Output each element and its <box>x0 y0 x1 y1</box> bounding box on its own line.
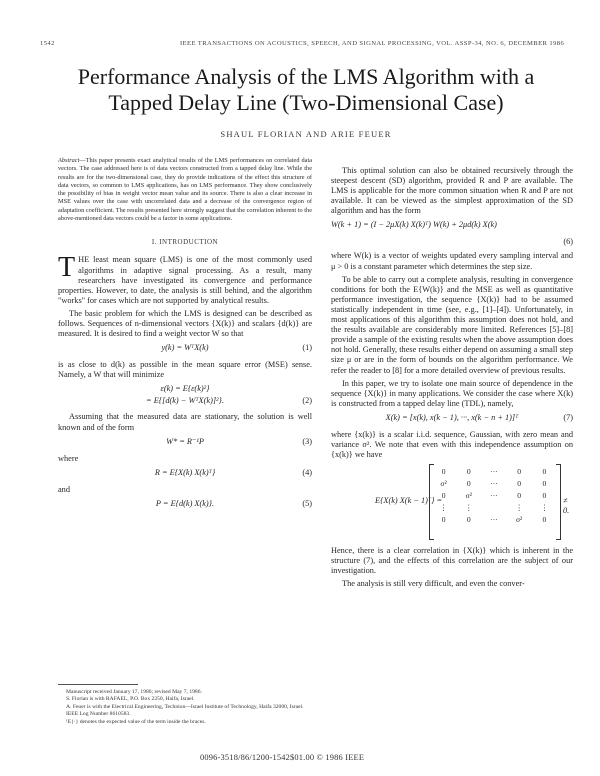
equation-4: R = E{X(k) X(k)ᵀ} (4) <box>154 467 312 477</box>
matrix-cell: 0 <box>542 491 547 501</box>
matrix-cell: 0 <box>517 479 522 489</box>
body-paragraph-4: In this paper, we try to isolate one main source of dependence in the sequence {X(k)} in many applications. We consider the case where X(k) is constructed from a tapped delay line (TDL), namely, <box>331 378 573 408</box>
footnote-rule <box>58 684 138 685</box>
intro-paragraph-2: The basic problem for which the LMS is designed can be described as follows. Sequences of n-dimensional vectors {X(k)} and scalars {d(k)} are measured. It is desired to find a weight vector W so that <box>58 308 312 339</box>
matrix-cell: σ² <box>440 479 447 489</box>
matrix-row <box>431 502 557 514</box>
body-paragraph-5: where {x(k)} is a scalar i.i.d. sequence, Gaussian, with zero mean and variance σ². We note that even with this independence assumption on {x(k)} we have <box>331 429 573 460</box>
abstract-label: Abstract <box>58 157 80 164</box>
where-label: where <box>58 453 79 463</box>
matrix-row <box>431 490 557 502</box>
body-paragraph-2: where W(k) is a vector of weights updated every sampling interval and μ > 0 is a constant parameter which determines the step size. <box>331 251 573 271</box>
matrix-cell: ··· <box>490 467 498 477</box>
equation-7: X(k) = [x(k), x(k − 1), ···, x(k − n + 1)]ᵀ (7) <box>385 412 573 422</box>
equation-5: P = E{d(k) X(k)}. (5) <box>155 498 312 508</box>
matrix-cell: ··· <box>490 479 498 489</box>
intro-paragraph-4: Assuming that the measured data are stationary, the solution is well known and of the form <box>58 412 312 432</box>
equation-2: ε(k) = E{ε(k)²} = E{[d(k) − WᵀX(k)]²}. (2) <box>146 384 312 406</box>
left-column <box>58 157 312 516</box>
matrix-cell: σ² <box>515 515 523 525</box>
authors: SHAUL FLORIAN AND ARIE FEUER <box>220 129 392 139</box>
matrix-cell: ··· <box>490 491 498 501</box>
page-number: 1542 <box>40 40 55 47</box>
footnotes <box>58 684 312 726</box>
journal-name: IEEE TRANSACTIONS ON ACOUSTICS, SPEECH, AND SIGNAL PROCESSING, VOL. ASSP-34, NO. 6, DECEMBER 1986 <box>180 40 565 47</box>
matrix-cell: 0 <box>517 467 522 477</box>
matrix-cell: ··· <box>490 515 498 525</box>
body-paragraph-1: This optimal solution can also be obtained recursively through the steepest descent (SD) algorithm, provided R and P are available. The LMS is applicable for the more common situation when R and P are not available. It can be viewed as the simplest approximation of the SD algorithm and has the form <box>331 166 573 216</box>
footnote-1: Manuscript received January 17, 1986; revised May 7, 1986. <box>66 689 202 695</box>
matrix-cell: ⋮ <box>439 503 448 513</box>
intro-paragraph-1: THE least mean square (LMS) is one of the most commonly used algorithms in adaptive signal processing. As a result, many researchers have investigated its convergence and performance properties. However, to date, the analysis is still behind, and the algorithm "works" for cases which are not supported by analytical results. <box>58 252 312 305</box>
matrix-cell <box>481 502 506 514</box>
running-header <box>40 40 572 54</box>
matrix-row <box>431 514 557 526</box>
body-paragraph-6: Hence, there is a clear correlation in {X(k)} which is inherent in the structure (7), and the effects of this correlation are the subject of our investigation. <box>331 546 573 576</box>
equation-6: W(k + 1) = (I − 2μX(k) X(k)ᵀ) W(k) + 2μd(k) X(k) <box>331 220 497 230</box>
paper-title <box>40 64 572 116</box>
section-heading: I. INTRODUCTION <box>151 238 219 247</box>
matrix-rhs: ≠ 0. <box>563 496 570 516</box>
footnote-3: A. Feuer is with the Electrical Engineering, Technion—Israel Institute of Technology, Haifa 32000, Israel. <box>66 703 304 710</box>
matrix-cell: ⋮ <box>540 503 549 513</box>
drop-cap: T <box>58 252 76 284</box>
matrix-row <box>431 478 557 490</box>
matrix-cell: 0 <box>466 479 471 489</box>
matrix-cell: σ² <box>465 491 472 501</box>
matrix-cell: ⋮ <box>515 503 523 513</box>
equation-1: y(k) = WᵀX(k) (1) <box>161 343 312 353</box>
abstract <box>58 157 312 223</box>
matrix-cell: 0 <box>542 479 547 489</box>
matrix-table <box>431 466 557 526</box>
title-line-1: Performance Analysis of the LMS Algorithm with a <box>77 64 535 89</box>
matrix-cell: 0 <box>441 515 446 525</box>
correlation-matrix <box>331 464 573 542</box>
footnote-2: S. Florian is with RAFAEL, P.O. Box 2250, Haifa, Israel. <box>66 696 195 703</box>
matrix-cell: 0 <box>542 467 547 477</box>
and-label: and <box>58 484 70 494</box>
body-paragraph-3: To be able to carry out a complete analysis, resulting in convergence conditions for both the E{W(k)} and the MSE as well as quantitative performance investigation, the sequence {X(k)} had to be assumed statistically independent in time (see, e.g., [1]–[4]). Unfortunately, in most applications of this algorithm this assumption does not hold, and the results available are considerably more limited. References [5]–[8] provide a sample of the existing results when the above assumption does not hold. Generally, these results either depend on assuming a small step size μ or are in the form of bounds on the algorithm performance. We refer the reader to [8] for a more detailed overview of previous results. <box>331 274 573 375</box>
body-paragraph-7: The analysis is still very difficult, and even the conver- <box>342 579 525 589</box>
matrix-lhs: E{X(k) X(k − 1)ᵀ} = <box>375 496 443 506</box>
footnote-4: IEEE Log Number 8610583. <box>66 711 131 718</box>
abstract-text: —This paper presents exact analytical results of the LMS performances on correlated data vectors. The case addressed here is of data vectors constructed from a tapped delay line. While the results are for the two-dimensional case, they do provide indications of the effect this structure of data vectors, so common to LMS applications, has on LMS performance. They show conclusively the possibility of bias in weight vector mean value and its source. There is also a clear increase in MSE values over the case with uncorrelated data and a decrease of the convergence region of adaptation coefficient. The results presented here strongly suggest that the correlation inherent to the above-mentioned data vectors could be a factor in some applications. <box>58 157 312 223</box>
equation-6-number: (6) <box>563 237 573 247</box>
matrix-cell: 0 <box>466 467 471 477</box>
matrix-cell: 0 <box>441 491 446 501</box>
title-line-2: Tapped Delay Line (Two-Dimensional Case) <box>108 90 504 115</box>
matrix-row <box>431 466 557 478</box>
matrix-cell: 0 <box>466 515 471 525</box>
equation-3: W* = R⁻¹P (3) <box>166 436 312 446</box>
matrix-cell: 0 <box>542 515 547 525</box>
matrix-cell: 0 <box>517 491 522 501</box>
copyright-footer: 0096-3518/86/1200-1542$01.00 © 1986 IEEE <box>200 753 365 762</box>
intro-paragraph-3: is as close to d(k) as possible in the mean square error (MSE) sense. Namely, a W that will minimize <box>58 360 312 380</box>
matrix-cell: ⋮ <box>464 503 473 513</box>
matrix-cell: 0 <box>441 467 446 477</box>
footnote-5: ¹E{·} denotes the expected value of the term inside the braces. <box>66 718 206 725</box>
right-column <box>331 166 573 593</box>
